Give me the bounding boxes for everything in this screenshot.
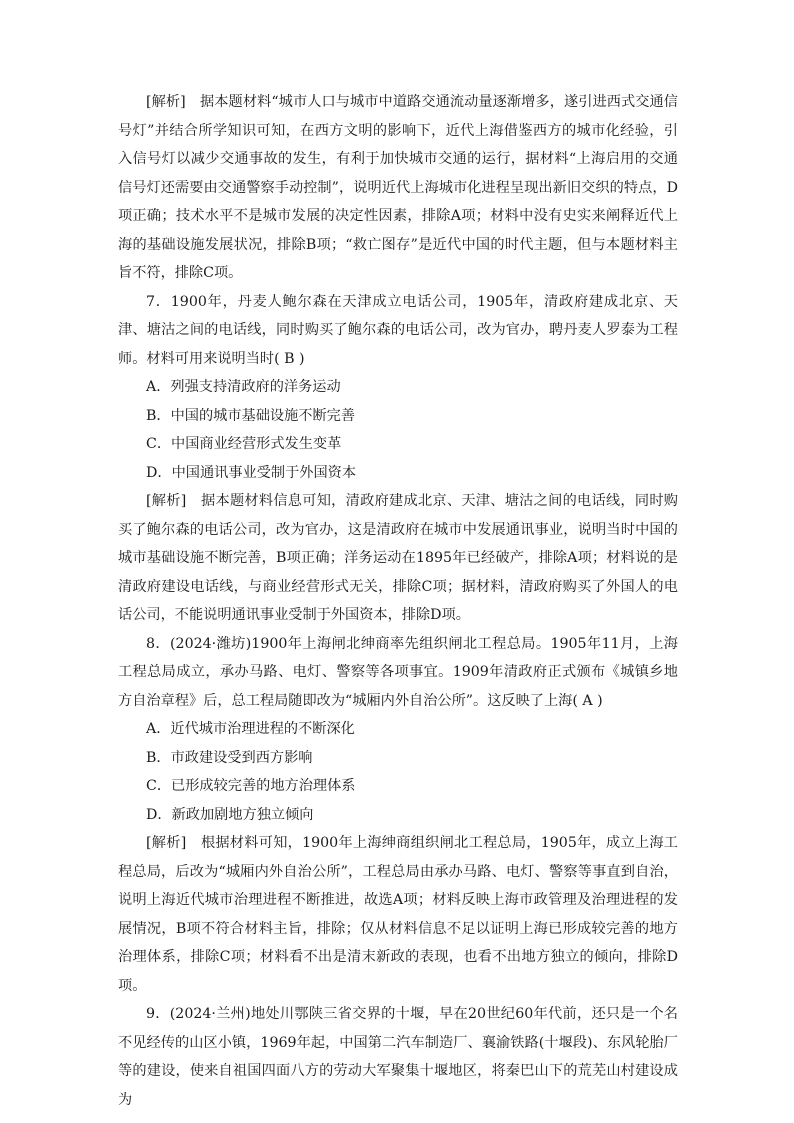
analysis-label: [解析] [146, 835, 187, 851]
question-7-option-d: D．中国通讯事业受制于外国资本 [146, 464, 357, 481]
document-page [118, 88, 678, 1114]
analysis-text: 据本题材料信息可知，清政府建成北京、天津、塘沽之间的电话线，同时购买了鲍尔森的电话公司，改为官办，这是清政府在城市中发展通讯事业，说明当时中国的城市基础设施不断完善，B项正确；洋务运动在1895年已经破产，排除A项；材料说的是清政府建设电话线，与商业经营形式无关，排除C项；据材料，清政府购买了外国人的电话公司，不能说明通讯事业受制于外国资本，排除D项。 [118, 493, 678, 623]
question-8-option-d: D．新政加剧地方独立倾向 [146, 806, 314, 823]
question-8-stem: 8．(2024·潍坊)1900年上海闸北绅商率先组织闸北工程总局。1905年11月，上海工程总局成立，承办马路、电灯、警察等各项事宜。1909年清政府正式颁布《城镇乡地方自治章程》后，总工程局随即改为“城厢内外自治公所”。这反映了上海( A ) [118, 635, 678, 709]
question-8-option-a: A．近代城市治理进程的不断深化 [146, 721, 355, 737]
question-7-option-b: B．中国的城市基础设施不断完善 [146, 407, 356, 424]
analysis-label: [解析] [146, 94, 186, 110]
analysis-text: 根据材料可知，1900年上海绅商组织闸北工程总局，1905年，成立上海工程总局，后改为“城厢内外自治公所”，工程总局由承办马路、电灯、警察等事直到自治，说明上海近代城市治理进程不断推进，故选A项；材料反映上海市政管理及治理进程的发展情况，B项不符合材料主旨，排除；仅从材料信息不足以证明上海已形成较完善的地方治理体系，排除C项；材料看不出是清末新政的表现，也看不出地方独立的倾向，排除D项。 [118, 835, 678, 994]
question-8-option-c: C．已形成较完善的地方治理体系 [146, 778, 356, 794]
question-7-option-a: A．列强支持清政府的洋务运动 [146, 379, 341, 395]
question-7-analysis [118, 487, 678, 630]
question-9-stem: 9．(2024·兰州)地处川鄂陕三省交界的十堰，早在20世纪60年代前，还只是一个名不见经传的山区小镇，1969年起，中国第二汽车制造厂、襄渝铁路(十堰段)、东风轮胎厂等的建设，使来自祖国四面八方的劳动大军聚集十堰地区，将秦巴山下的荒芜山村建设成为 [118, 1006, 678, 1108]
question-7-option-c: C．中国商业经营形式发生变革 [146, 436, 342, 452]
analysis-paragraph-6 [118, 88, 678, 288]
question-8-option-b: B．市政建设受到西方影响 [146, 749, 313, 766]
question-7-stem: 7．1900年，丹麦人鲍尔森在天津成立电话公司，1905年，清政府建成北京、天津、塘沽之间的电话线，同时购买了鲍尔森的电话公司，改为官办，聘丹麦人罗泰为工程师。材料可用来说明当时( B ) [118, 293, 678, 367]
analysis-text: 据本题材料“城市人口与城市中道路交通流动量逐渐增多，遂引进西式交通信号灯”并结合所学知识可知，在西方文明的影响下，近代上海借鉴西方的城市化经验，引入信号灯以减少交通事故的发生，有利于加快城市交通的运行，据材料“上海启用的交通信号灯还需要由交通警察手动控制”，说明近代上海城市化进程呈现出新旧交织的特点，D项正确；技术水平不是城市发展的决定性因素，排除A项；材料中没有史实来阐释近代上海的基础设施发展状况，排除B项；“救亡图存”是近代中国的时代主题，但与本题材料主旨不符，排除C项。 [118, 94, 678, 281]
analysis-label: [解析] [146, 493, 187, 509]
question-8-analysis [118, 829, 678, 1000]
